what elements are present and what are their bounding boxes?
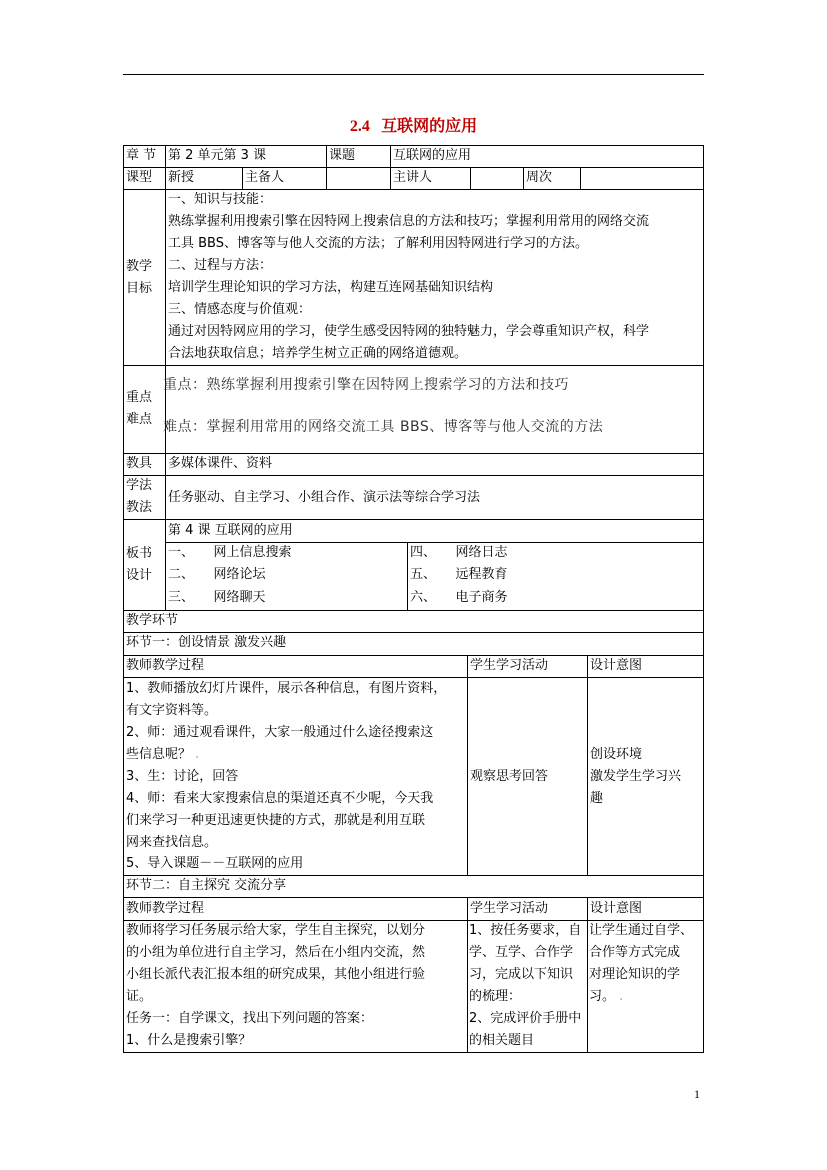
topic-label: 课题 [329, 148, 356, 163]
stage1-col-intent: 设计意图 [590, 658, 643, 673]
title-number: 2.4 [349, 118, 370, 135]
board-item: 三、 网络聊天 [168, 590, 266, 605]
process-line: 5、导入课题－－互联网的应用 [126, 856, 304, 871]
preparer-label: 主备人 [245, 170, 285, 185]
tools-value: 多媒体课件、资料 [168, 456, 273, 471]
objective-line: 培训学生理论知识的学习方法，构建互连网基础知识结构 [168, 280, 494, 295]
board-item: 六、 电子商务 [410, 590, 508, 605]
process-line: 网来查找信息。 [126, 835, 218, 850]
process-line: 1、什么是搜索引擎？ [126, 1033, 252, 1048]
process-line: 3、生：讨论，回答 [126, 769, 239, 784]
objective-line: 三、情感态度与价值观： [168, 302, 312, 317]
intent-line: 激发学生学习兴 [590, 769, 682, 784]
stage2-col-student: 学生学习活动 [470, 901, 549, 916]
process-title: 教学环节 [126, 613, 179, 628]
stage1-col-student: 学生学习活动 [470, 658, 549, 673]
keypoints-label: 重点难点 [126, 390, 153, 427]
tools-label: 教具 [126, 456, 153, 471]
stage1-col-teacher: 教师教学过程 [126, 658, 205, 673]
objective-line: 合法地获取信息；培养学生树立正确的网络道德观。 [168, 346, 468, 361]
process-line: 1、教师播放幻灯片课件，展示各种信息，有图片资料， [126, 681, 447, 696]
stage1-student-activity: 观察思考回答 [470, 769, 549, 784]
topic-value: 互联网的应用 [393, 148, 472, 163]
objective-line: 工具 BBS、博客等与他人交流的方法；了解利用因特网进行学习的方法。 [168, 236, 588, 251]
board-item: 二、 网络论坛 [168, 567, 266, 582]
methods-label: 学法教法 [126, 478, 153, 515]
board-item: 五、 远程教育 [410, 567, 508, 582]
week-label: 周次 [526, 170, 553, 185]
stage2-col-intent: 设计意图 [590, 901, 643, 916]
intent-line: 对理论知识的学 [589, 967, 681, 982]
intent-line: 趣 [590, 791, 604, 806]
process-line: 任务一：自学课文，找出下列问题的答案： [126, 1011, 374, 1026]
board-item: 四、 网络日志 [410, 545, 508, 560]
stage2-col-teacher: 教师教学过程 [126, 901, 205, 916]
key-point: 重点：熟练掌握利用搜索引擎在因特网上搜索学习的方法和技巧 [163, 377, 569, 393]
activity-line: 的梳理： [469, 989, 522, 1004]
process-line: 有文字资料等。 [126, 703, 218, 718]
process-line: 的小组为单位进行自主学习，然后在小组内交流，然 [126, 945, 426, 960]
lesson-type-label: 课型 [126, 170, 153, 185]
activity-line: 2、完成评价手册中 [469, 1011, 582, 1026]
board-heading: 第 4 课 互联网的应用 [168, 523, 293, 538]
document-title [0, 113, 827, 136]
difficult-point: 难点：掌握利用常用的网络交流工具 BBS、博客等与他人交流的方法 [163, 419, 604, 435]
intent-line: 习。 . [589, 989, 624, 1004]
process-line: 证。 [126, 989, 153, 1004]
objective-line: 二、过程与方法： [168, 258, 273, 273]
activity-line: 1、按任务要求，自 [469, 923, 582, 938]
activity-line: 的相关题目 [469, 1033, 535, 1048]
stage2-title: 环节二：自主探究 交流分享 [126, 878, 287, 893]
objective-line: 熟练掌握利用搜索引擎在因特网上搜索信息的方法和技巧；掌握利用常用的网络交流 [168, 214, 650, 229]
intent-line: 创设环境 [590, 747, 643, 762]
chapter-unit: 第 2 单元第 3 课 [168, 148, 267, 163]
title-text: 互联网的应用 [381, 116, 478, 135]
objective-line: 通过对因特网应用的学习，使学生感受因特网的独特魅力，学会尊重知识产权，科学 [168, 324, 650, 339]
lesson-type-value: 新授 [168, 170, 195, 185]
intent-line: 让学生通过自学、 [589, 923, 694, 938]
header-rule [123, 74, 704, 75]
process-line: 小组长派代表汇报本组的研究成果，其他小组进行验 [126, 967, 426, 982]
process-line: 们来学习一种更迅速更快捷的方式，那就是利用互联 [126, 813, 426, 828]
objectives-label: 教学目标 [126, 259, 153, 296]
process-line: 教师将学习任务展示给大家，学生自主探究，以划分 [126, 923, 426, 938]
process-line: 4、师：看来大家搜索信息的渠道还真不少呢，今天我 [126, 791, 434, 806]
speaker-label: 主讲人 [393, 170, 433, 185]
process-line: 些信息呢？ . [126, 747, 200, 762]
objective-line: 一、知识与技能： [168, 192, 273, 207]
board-item: 一、 网上信息搜索 [168, 545, 292, 560]
activity-line: 学、互学、合作学 [469, 945, 574, 960]
chapter-label: 章 节 [126, 148, 157, 163]
board-label: 板书设计 [126, 546, 153, 583]
process-line: 2、师：通过观看课件，大家一般通过什么途径搜索这 [126, 725, 434, 740]
activity-line: 习，完成以下知识 [469, 967, 574, 982]
methods-value: 任务驱动、自主学习、小组合作、演示法等综合学习法 [168, 490, 481, 505]
page-number: 1 [694, 1087, 700, 1101]
intent-line: 合作等方式完成 [589, 945, 681, 960]
stage1-title: 环节一：创设情景 激发兴趣 [126, 635, 287, 650]
